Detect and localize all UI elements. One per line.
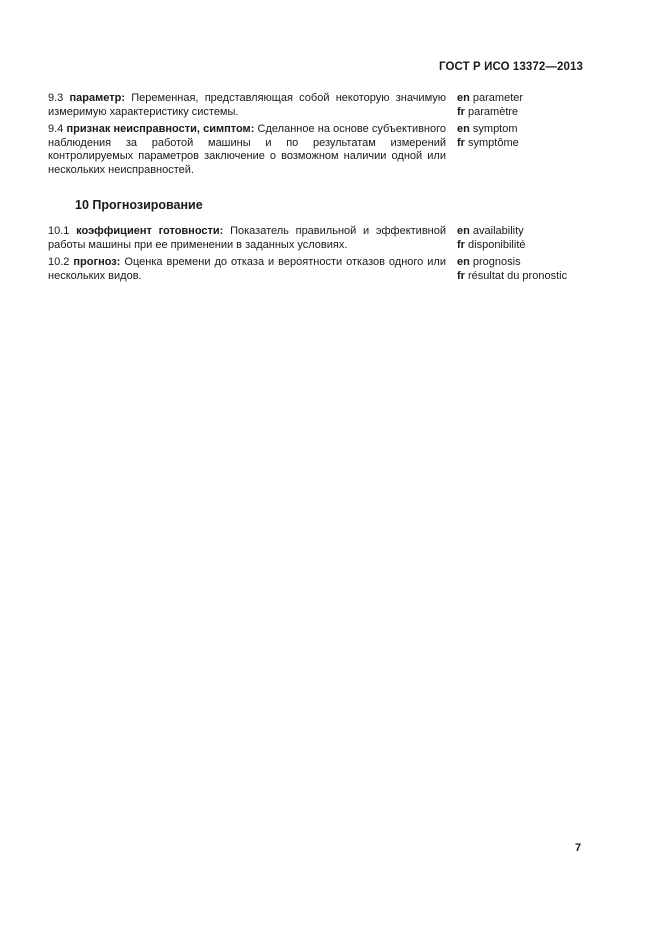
- term-definition: [48, 256, 446, 283]
- term-entry-9-3: [48, 92, 628, 119]
- french-equivalent: fr symptôme: [457, 136, 519, 149]
- term-number: 10.1: [48, 225, 70, 237]
- section-heading: 10 Прогнозирование: [75, 198, 203, 212]
- page-number: 7: [575, 842, 582, 854]
- term-name: признак неисправности, симптом:: [66, 123, 255, 135]
- term-definition: [48, 92, 446, 119]
- term-name: коэффициент готовности:: [76, 225, 224, 237]
- french-equivalent: fr paramètre: [457, 105, 519, 118]
- term-entry-10-1: [48, 225, 628, 252]
- term-name: параметр:: [69, 92, 126, 104]
- document-code: ГОСТ Р ИСО 13372—2013: [438, 61, 583, 73]
- term-equivalents: [457, 256, 625, 283]
- term-equivalents: [457, 123, 625, 177]
- definition-text: Переменная, представляющая собой некоторую значимую измеримую характеристику системы.: [48, 92, 447, 118]
- english-equivalent: en prognosis: [457, 256, 521, 268]
- english-equivalent: en symptom: [457, 123, 518, 135]
- definition-text: Сделанное на основе субъективного наблюдения за работой машины и по результатам измерений контролируемых параметров заключение о возможном наличии одной или нескольких неисправностей.: [48, 123, 447, 176]
- term-equivalents: [457, 225, 625, 252]
- term-name: прогноз:: [73, 256, 121, 268]
- term-number: 9.3: [48, 92, 64, 104]
- term-number: 9.4: [48, 123, 64, 135]
- term-definition: [48, 225, 446, 252]
- french-equivalent: fr disponibilité: [457, 238, 526, 251]
- definition-text: Оценка времени до отказа и вероятности отказов одного или нескольких видов.: [48, 256, 446, 282]
- english-equivalent: en parameter: [457, 92, 524, 104]
- term-equivalents: [457, 92, 625, 119]
- term-definition: [48, 123, 446, 177]
- english-equivalent: en availability: [457, 225, 524, 237]
- term-entry-10-2: [48, 256, 628, 283]
- term-number: 10.2: [48, 256, 70, 268]
- definition-text: Показатель правильной и эффективной работы машины при ее применении в заданных условиях.: [48, 225, 447, 251]
- french-equivalent: fr résultat du pronostic: [457, 269, 568, 282]
- term-entry-9-4: [48, 123, 628, 177]
